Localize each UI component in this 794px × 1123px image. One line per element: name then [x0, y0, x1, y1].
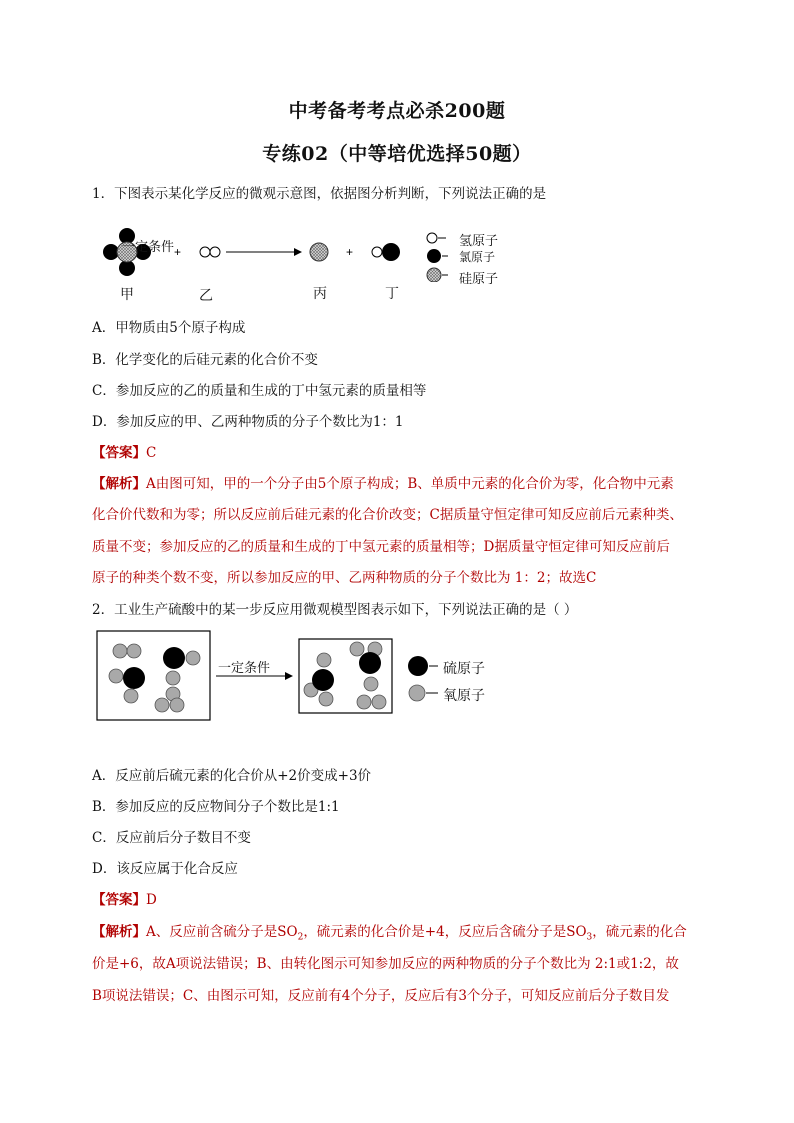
q1-option-d: D．参加反应的甲、乙两种物质的分子个数比为1：1 — [92, 414, 404, 430]
q2-analysis-tag: 【解析】 — [92, 924, 146, 940]
q2-analysis-line-1 — [92, 923, 712, 947]
q1-option-c: C．参加反应的乙的质量和生成的丁中氢元素的质量相等 — [92, 383, 427, 399]
q2-analysis-line-3: B项说法错误；C、由图示可知，反应前有4个分子，反应后有3个分子，可知反应前后分子数目发 — [92, 988, 670, 1004]
q2-analysis-line-2: 价是+6，故A项说法错误；B、由转化图示可知参加反应的两种物质的分子个数比为 2:1或1:2，故 — [92, 956, 679, 972]
q1-legend-icons — [427, 233, 448, 282]
q1-stem: 1．下图表示某化学反应的微观示意图，依据图分析判断，下列说法正确的是 — [92, 186, 547, 202]
q2-reaction-diagram — [96, 630, 496, 724]
plus-sign-2: + — [346, 245, 354, 259]
molecule-ding — [372, 243, 400, 261]
legend-silicon: 硅原子 — [459, 272, 499, 287]
subscript-3: 3 — [586, 932, 593, 943]
q1-analysis-line-1 — [92, 475, 712, 493]
q2-option-a: A．反应前后硫元素的化合价从+2价变成+3价 — [92, 768, 372, 784]
legend-oxygen: 氧原子 — [443, 688, 485, 704]
q1-option-b: B．化学变化的后硅元素的化合价不变 — [92, 352, 318, 368]
q1-analysis-line-4: 原子的种类个数不变，所以参加反应的甲、乙两种物质的分子个数比为 1：2；故选C — [92, 570, 597, 586]
q1-analysis-text-1: A由图可知，甲的一个分子由5个原子构成；B、单质中元素的化合价为零，化合物中元素 — [146, 476, 674, 492]
q2-option-d: D．该反应属于化合反应 — [92, 861, 238, 877]
page-title: 中考备考考点必杀200题 — [288, 100, 506, 122]
q2-analysis-text-1a: A、反应前含硫分子是SO — [146, 924, 298, 940]
q1-answer-tag: 【答案】 — [92, 445, 146, 461]
label-yi: 乙 — [199, 288, 213, 304]
diagram1-condition: 一定条件 — [122, 240, 175, 255]
molecule-bing — [310, 243, 328, 261]
q2-answer-value: D — [146, 892, 157, 908]
legend-sulfur: 硫原子 — [443, 661, 485, 677]
q2-answer-tag: 【答案】 — [92, 892, 146, 908]
q2-legend-icons — [408, 656, 438, 701]
legend-chlorine: 氯原子 — [459, 250, 496, 264]
q2-stem: 2．工业生产硫酸中的某一步反应用微观模型图表示如下，下列说法正确的是（ ） — [92, 602, 578, 618]
label-bing: 丙 — [313, 286, 327, 302]
q2-analysis-text-1c: ，硫元素的化合 — [592, 924, 687, 940]
subscript-2: 2 — [297, 932, 304, 943]
q2-option-b: B．参加反应的反应物间分子个数比是1:1 — [92, 799, 340, 815]
plus-sign-1: + — [174, 245, 182, 259]
q1-option-a: A．甲物质由5个原子构成 — [92, 320, 246, 336]
q1-analysis-line-3: 质量不变；参加反应的乙的质量和生成的丁中氢元素的质量相等；D据质量守恒定律可知反应前后 — [92, 539, 670, 555]
q1-analysis-line-2: 化合价代数和为零；所以反应前后硅元素的化合价改变；C据质量守恒定律可知反应前后元素种类、 — [92, 507, 683, 523]
q1-answer — [92, 444, 712, 462]
label-ding: 丁 — [385, 286, 399, 302]
diagram2-condition: 一定条件 — [218, 661, 271, 676]
q2-analysis-text-1b: ，硫元素的化合价是+4，反应后含硫分子是SO — [303, 924, 587, 940]
page-subtitle: 专练02（中等培优选择50题） — [262, 143, 532, 165]
q2-option-c: C．反应前后分子数目不变 — [92, 830, 251, 846]
molecule-yi — [200, 247, 220, 257]
q2-answer — [92, 891, 712, 909]
label-jia: 甲 — [120, 287, 134, 303]
q1-analysis-tag: 【解析】 — [92, 476, 146, 492]
q1-answer-value: C — [146, 445, 157, 461]
reaction-arrow — [226, 248, 302, 256]
legend-hydrogen: 氢原子 — [459, 234, 499, 249]
